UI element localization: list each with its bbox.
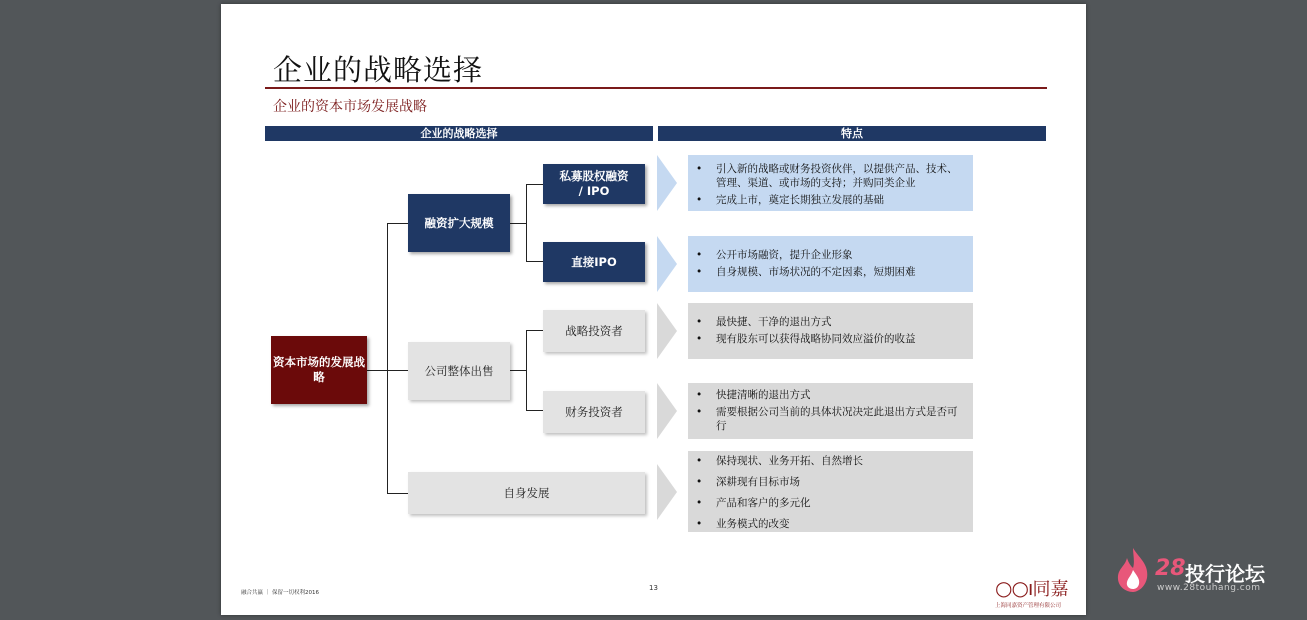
private-equity-box: 私募股权融资 / IPO bbox=[543, 164, 645, 204]
feature-bullet: • 快捷清晰的退出方式 bbox=[696, 388, 965, 402]
column-header-features: 特点 bbox=[658, 126, 1046, 141]
connector-to-ipo bbox=[526, 261, 543, 262]
feature-bullet: • 引入新的战略或财务投资伙伴，以提供产品、技术、管理、渠道、或市场的支持；并购同类企业 bbox=[696, 162, 965, 190]
feature-bullet: • 产品和客户的多元化 bbox=[696, 496, 965, 510]
connector-to-self bbox=[387, 493, 408, 494]
logo-name: 同嘉 bbox=[1032, 579, 1069, 600]
feature-bullet: • 深耕现有目标市场 bbox=[696, 475, 965, 489]
page-subtitle: 企业的资本市场发展战略 bbox=[273, 99, 427, 115]
chevron-right-icon bbox=[657, 236, 677, 292]
logo-subtitle: 上海同嘉资产管理有限公司 bbox=[995, 603, 1062, 609]
connector-to-financial bbox=[526, 410, 543, 411]
footer-text: 融合共赢 ｜ 保留一切权利2016 bbox=[241, 590, 319, 596]
feature-bullet: • 保持现状、业务开拓、自然增长 bbox=[696, 454, 965, 468]
direct-ipo-box: 直接IPO bbox=[543, 242, 645, 282]
feature-bullet: • 公开市场融资，提升企业形象 bbox=[696, 248, 965, 262]
chevron-right-icon bbox=[657, 383, 677, 439]
watermark-url: www.28touhang.com bbox=[1157, 583, 1261, 593]
page-title: 企业的战略选择 bbox=[273, 53, 484, 87]
chevron-right-icon bbox=[657, 464, 677, 520]
connector-to-sale bbox=[387, 370, 408, 371]
connector-sale-out bbox=[510, 370, 526, 371]
connector-sale-split bbox=[526, 330, 527, 410]
feature-bullet: • 现有股东可以获得战略协同效应溢价的收益 bbox=[696, 332, 965, 346]
connector-to-strategic bbox=[526, 330, 543, 331]
connector-to-financing bbox=[387, 223, 408, 224]
watermark-number: 28 bbox=[1155, 556, 1186, 581]
feature-bullet: • 最快捷、干净的退出方式 bbox=[696, 315, 965, 329]
sale-box: 公司整体出售 bbox=[408, 342, 510, 400]
connector-financing-out bbox=[510, 223, 526, 224]
financial-investor-box: 财务投资者 bbox=[543, 391, 645, 433]
flame-icon bbox=[1113, 546, 1153, 594]
strategic-investor-box: 战略投资者 bbox=[543, 310, 645, 352]
page-number: 13 bbox=[649, 584, 658, 592]
features-self-development bbox=[688, 451, 973, 532]
root-box: 资本市场的发展战略 bbox=[271, 336, 367, 404]
column-header-strategy: 企业的战略选择 bbox=[265, 126, 653, 141]
chevron-right-icon bbox=[657, 303, 677, 359]
company-logo bbox=[995, 575, 1085, 609]
feature-bullet: • 业务模式的改变 bbox=[696, 517, 965, 531]
connector-root bbox=[367, 370, 387, 371]
connector-trunk bbox=[387, 223, 388, 493]
self-development-box: 自身发展 bbox=[408, 472, 645, 514]
features-financial-investor bbox=[688, 383, 973, 439]
financing-box: 融资扩大规模 bbox=[408, 194, 510, 252]
watermark bbox=[1113, 546, 1303, 596]
features-direct-ipo bbox=[688, 236, 973, 292]
features-strategic-investor bbox=[688, 303, 973, 359]
logo-mark-icon: ○○ı bbox=[995, 576, 1033, 600]
connector-financing-split bbox=[526, 184, 527, 261]
feature-bullet: • 完成上市，奠定长期独立发展的基础 bbox=[696, 193, 965, 207]
feature-bullet: • 自身规模、市场状况的不定因素，短期困难 bbox=[696, 265, 965, 279]
watermark-name: 投行论坛 bbox=[1185, 562, 1265, 586]
connector-to-pe bbox=[526, 184, 543, 185]
features-private-equity bbox=[688, 155, 973, 211]
title-divider bbox=[265, 87, 1047, 89]
chevron-right-icon bbox=[657, 155, 677, 211]
document-page bbox=[221, 4, 1086, 615]
feature-bullet: • 需要根据公司当前的具体状况决定此退出方式是否可行 bbox=[696, 405, 965, 433]
